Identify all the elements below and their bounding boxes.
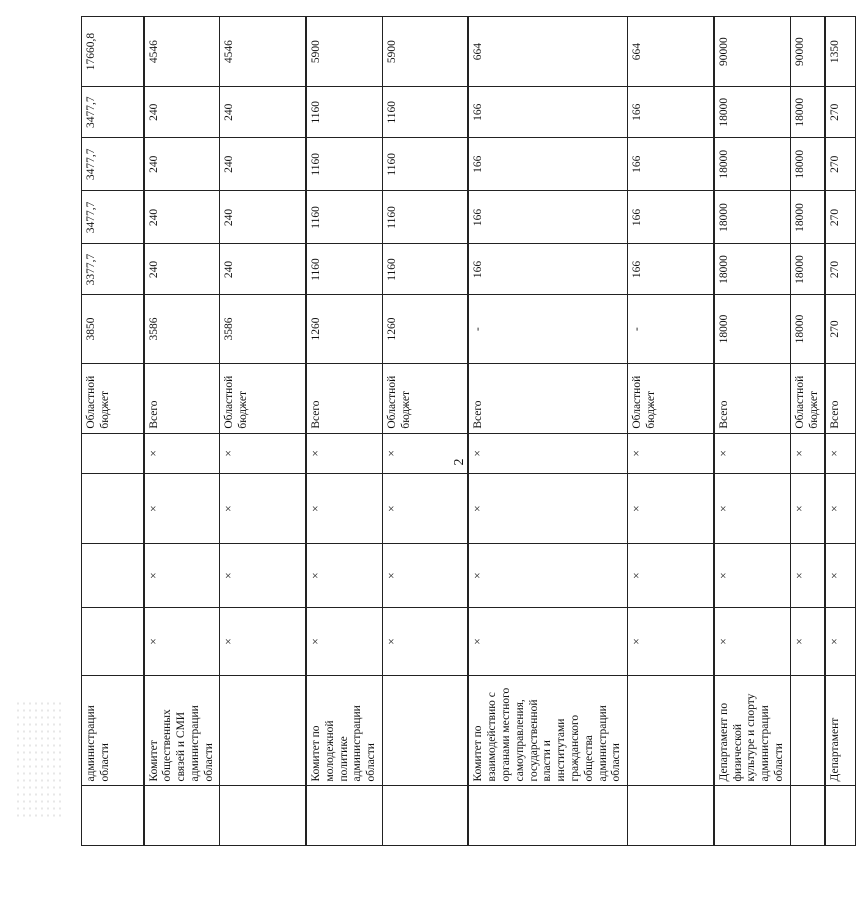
cell-value: 1160 bbox=[306, 138, 382, 191]
cell-value: 166 bbox=[628, 191, 714, 244]
cell-organization bbox=[628, 675, 714, 786]
cell-value: 270 bbox=[825, 191, 855, 244]
cell-value: 240 bbox=[144, 87, 220, 138]
cell-value: 166 bbox=[468, 244, 627, 295]
cell-mark: × bbox=[382, 607, 468, 675]
cell-value: 1260 bbox=[382, 295, 468, 363]
cell-mark: × bbox=[382, 474, 468, 544]
table-row bbox=[144, 17, 220, 846]
cell-blank bbox=[825, 786, 855, 846]
cell-value: 166 bbox=[628, 138, 714, 191]
cell-mark: × bbox=[306, 474, 382, 544]
cell-value: 240 bbox=[220, 87, 306, 138]
cell-organization: Комитет по молодежной политике администрации области bbox=[306, 675, 382, 786]
cell-value: 270 bbox=[825, 138, 855, 191]
cell-value: 1160 bbox=[382, 87, 468, 138]
cell-value: 240 bbox=[220, 138, 306, 191]
cell-mark: × bbox=[790, 544, 825, 608]
cell-blank bbox=[306, 786, 382, 846]
table-row bbox=[82, 17, 144, 846]
cell-organization: Комитет по взаимодействию с органами местного самоуправления, государственной власти и институтами гражданского общества администрации области bbox=[468, 675, 627, 786]
cell-organization: Комитет общественных связей и СМИ администрации области bbox=[144, 675, 220, 786]
cell-value: 166 bbox=[468, 87, 627, 138]
table-row bbox=[220, 17, 306, 846]
cell-value: 166 bbox=[468, 138, 627, 191]
cell-value: 166 bbox=[628, 244, 714, 295]
table-wrapper bbox=[81, 16, 842, 846]
cell-value: 17660,8 bbox=[82, 17, 144, 87]
scan-noise bbox=[15, 700, 65, 820]
cell-value: 1160 bbox=[306, 87, 382, 138]
rotated-table-container bbox=[81, 16, 842, 846]
cell-organization bbox=[790, 675, 825, 786]
cell-value: 18000 bbox=[714, 244, 790, 295]
cell-value: 18000 bbox=[790, 87, 825, 138]
cell-value: 1160 bbox=[382, 191, 468, 244]
cell-funding-source: Всего bbox=[825, 363, 855, 433]
cell-organization: Департамент по физической культуре и спорту администрации области bbox=[714, 675, 790, 786]
cell-value: 90000 bbox=[714, 17, 790, 87]
cell-mark: × bbox=[468, 544, 627, 608]
cell-funding-source: Областной бюджет bbox=[220, 363, 306, 433]
cell-mark bbox=[82, 433, 144, 473]
table-row bbox=[468, 17, 627, 846]
cell-value: 1160 bbox=[382, 138, 468, 191]
cell-mark: × bbox=[306, 607, 382, 675]
cell-value: 18000 bbox=[790, 244, 825, 295]
cell-funding-source: Всего bbox=[144, 363, 220, 433]
cell-blank bbox=[220, 786, 306, 846]
cell-value: 240 bbox=[144, 138, 220, 191]
cell-funding-source: Всего bbox=[468, 363, 627, 433]
cell-value: 4546 bbox=[220, 17, 306, 87]
cell-value: 18000 bbox=[790, 295, 825, 363]
cell-funding-source: Областной бюджет bbox=[790, 363, 825, 433]
cell-mark: × bbox=[714, 433, 790, 473]
cell-blank bbox=[468, 786, 627, 846]
cell-value: 18000 bbox=[714, 295, 790, 363]
table-row bbox=[306, 17, 382, 846]
cell-value: 3586 bbox=[220, 295, 306, 363]
cell-mark: × bbox=[220, 544, 306, 608]
cell-value: 270 bbox=[825, 87, 855, 138]
cell-value: 5900 bbox=[306, 17, 382, 87]
cell-value: 270 bbox=[825, 244, 855, 295]
cell-mark: × bbox=[382, 433, 468, 473]
cell-mark: × bbox=[825, 544, 855, 608]
cell-mark: × bbox=[714, 544, 790, 608]
cell-value: 18000 bbox=[714, 138, 790, 191]
cell-mark: × bbox=[628, 433, 714, 473]
cell-value: 240 bbox=[144, 244, 220, 295]
cell-value: 3377,7 bbox=[82, 244, 144, 295]
cell-mark: × bbox=[825, 607, 855, 675]
cell-mark: × bbox=[144, 544, 220, 608]
cell-funding-source: Областной бюджет bbox=[628, 363, 714, 433]
table-row bbox=[714, 17, 790, 846]
table-row bbox=[382, 17, 468, 846]
table-row bbox=[790, 17, 825, 846]
cell-value: 18000 bbox=[714, 191, 790, 244]
cell-mark: × bbox=[220, 474, 306, 544]
cell-funding-source: Всего bbox=[714, 363, 790, 433]
cell-mark: × bbox=[468, 433, 627, 473]
cell-blank bbox=[382, 786, 468, 846]
cell-blank bbox=[82, 786, 144, 846]
cell-value: 1260 bbox=[306, 295, 382, 363]
cell-value: 3850 bbox=[82, 295, 144, 363]
cell-blank bbox=[628, 786, 714, 846]
cell-value: 3477,7 bbox=[82, 138, 144, 191]
cell-value: 664 bbox=[468, 17, 627, 87]
cell-funding-source: Всего bbox=[306, 363, 382, 433]
cell-blank bbox=[790, 786, 825, 846]
cell-value: 1160 bbox=[306, 244, 382, 295]
cell-blank bbox=[714, 786, 790, 846]
cell-mark: × bbox=[468, 474, 627, 544]
cell-mark: × bbox=[220, 433, 306, 473]
cell-mark bbox=[82, 474, 144, 544]
cell-value: 3477,7 bbox=[82, 87, 144, 138]
cell-mark: × bbox=[628, 544, 714, 608]
cell-value: 1350 bbox=[825, 17, 855, 87]
cell-mark: × bbox=[144, 607, 220, 675]
cell-value: 5900 bbox=[382, 17, 468, 87]
cell-mark: × bbox=[220, 607, 306, 675]
table-row bbox=[825, 17, 855, 846]
cell-organization: Департамент bbox=[825, 675, 855, 786]
cell-value: 664 bbox=[628, 17, 714, 87]
cell-value: 3477,7 bbox=[82, 191, 144, 244]
cell-mark bbox=[82, 607, 144, 675]
cell-mark: × bbox=[714, 607, 790, 675]
cell-value: 240 bbox=[144, 191, 220, 244]
cell-value: 1160 bbox=[306, 191, 382, 244]
cell-mark: × bbox=[628, 607, 714, 675]
cell-value: 18000 bbox=[790, 138, 825, 191]
cell-mark: × bbox=[306, 433, 382, 473]
cell-mark: × bbox=[790, 607, 825, 675]
cell-mark bbox=[82, 544, 144, 608]
cell-value: 90000 bbox=[790, 17, 825, 87]
cell-organization: администрации области bbox=[82, 675, 144, 786]
cell-organization bbox=[220, 675, 306, 786]
cell-value: 18000 bbox=[714, 87, 790, 138]
cell-value: - bbox=[628, 295, 714, 363]
cell-value: 240 bbox=[220, 191, 306, 244]
cell-value: 166 bbox=[468, 191, 627, 244]
cell-mark: × bbox=[144, 474, 220, 544]
cell-value: 18000 bbox=[790, 191, 825, 244]
table-row bbox=[628, 17, 714, 846]
cell-organization bbox=[382, 675, 468, 786]
cell-mark: × bbox=[790, 474, 825, 544]
cell-funding-source: Областной бюджет bbox=[382, 363, 468, 433]
cell-mark: × bbox=[382, 544, 468, 608]
cell-blank bbox=[144, 786, 220, 846]
cell-mark: × bbox=[628, 474, 714, 544]
cell-mark: × bbox=[825, 433, 855, 473]
cell-value: 240 bbox=[220, 244, 306, 295]
cell-mark: × bbox=[144, 433, 220, 473]
cell-value: 166 bbox=[628, 87, 714, 138]
cell-value: 4546 bbox=[144, 17, 220, 87]
cell-mark: × bbox=[306, 544, 382, 608]
budget-table bbox=[81, 16, 856, 846]
table-body bbox=[82, 17, 856, 846]
cell-value: 270 bbox=[825, 295, 855, 363]
cell-funding-source: Областной бюджет bbox=[82, 363, 144, 433]
cell-mark: × bbox=[468, 607, 627, 675]
page-number: 2 bbox=[452, 458, 467, 466]
cell-value: - bbox=[468, 295, 627, 363]
cell-mark: × bbox=[825, 474, 855, 544]
cell-mark: × bbox=[714, 474, 790, 544]
cell-value: 1160 bbox=[382, 244, 468, 295]
cell-mark: × bbox=[790, 433, 825, 473]
cell-value: 3586 bbox=[144, 295, 220, 363]
